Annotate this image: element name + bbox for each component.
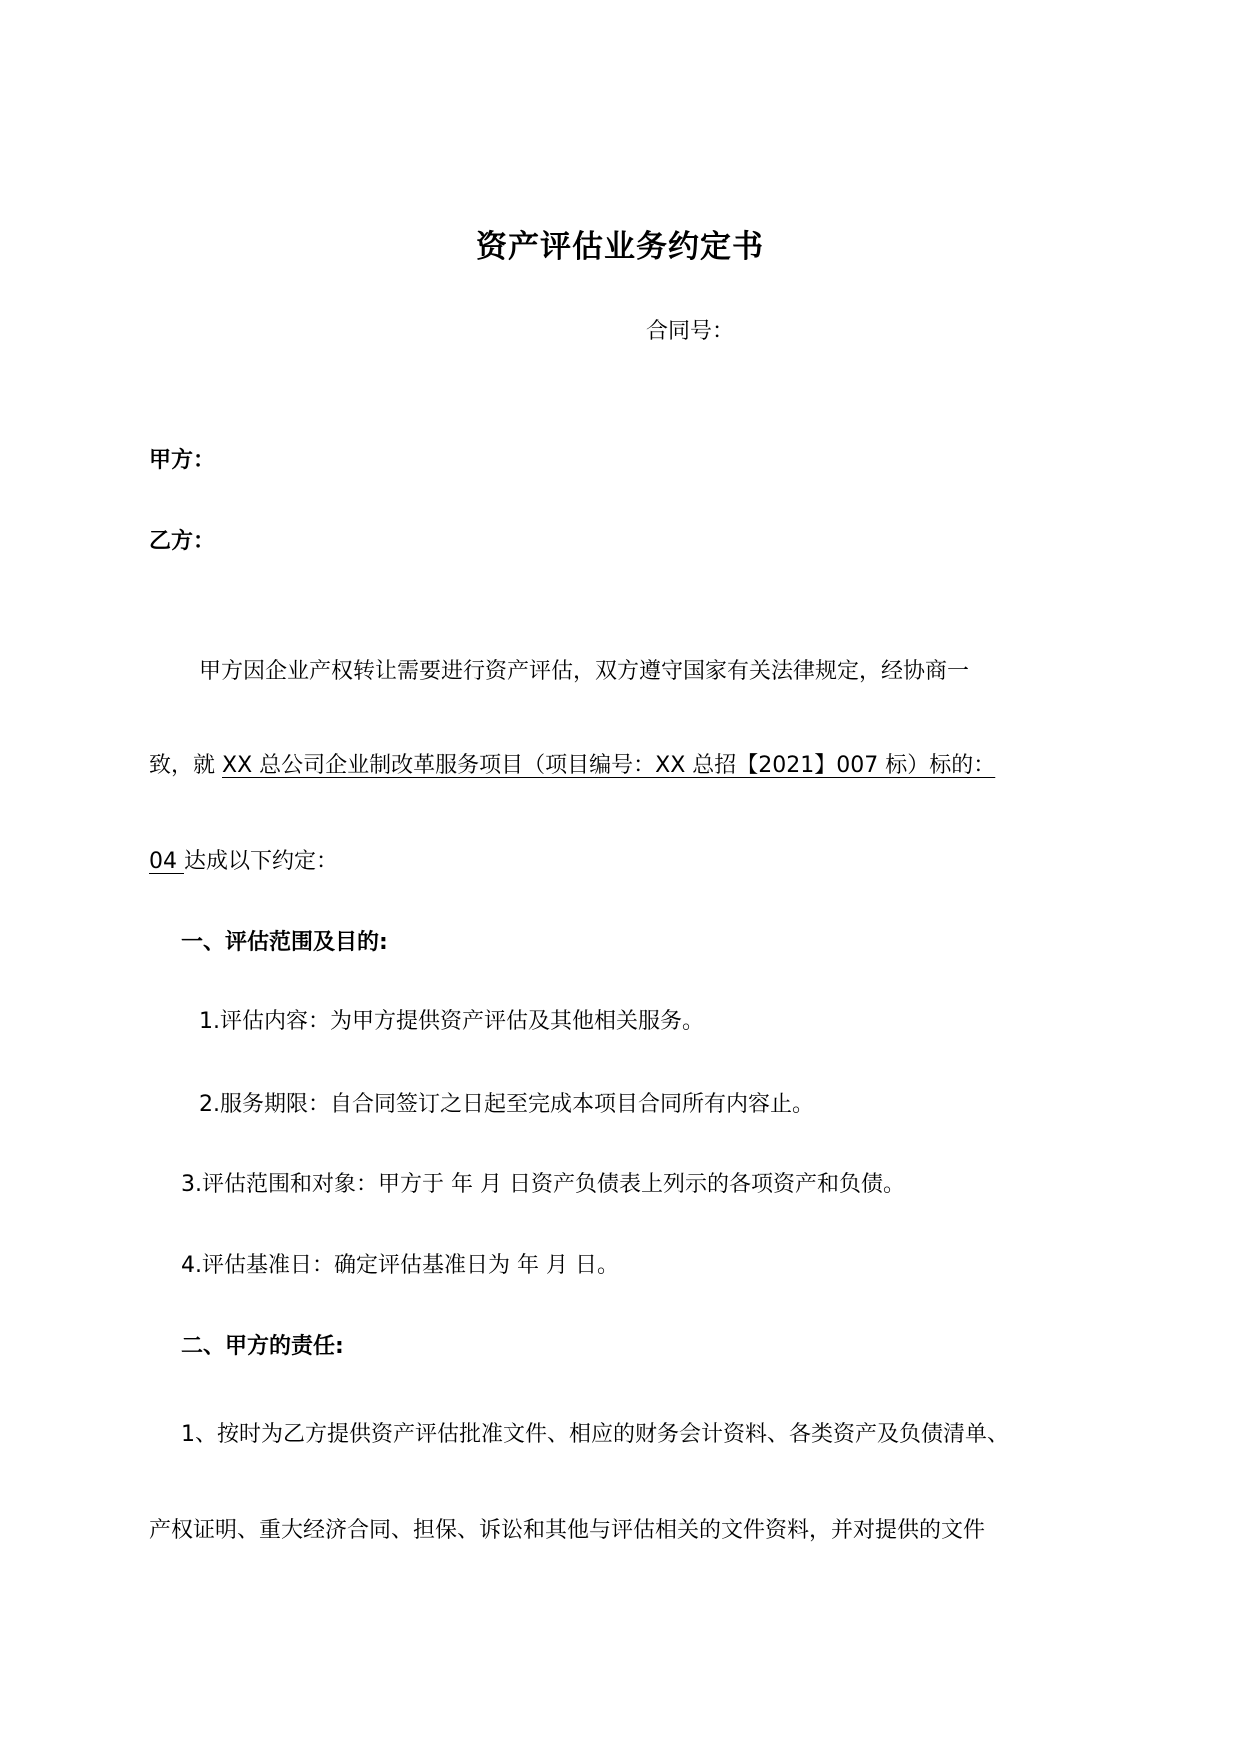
section-1-item-2: 2.服务期限：自合同签订之日起至完成本项目合同所有内容止。 <box>199 1092 814 1117</box>
section-1-item-1: 1.评估内容：为甲方提供资产评估及其他相关服务。 <box>199 1009 704 1034</box>
intro-line-2 <box>149 751 995 781</box>
section-1-heading: 一、评估范围及目的: <box>181 930 388 955</box>
intro-line-1: 甲方因企业产权转让需要进行资产评估，双方遵守国家有关法律规定，经协商一 <box>199 659 970 684</box>
party-a-label: 甲方： <box>149 448 216 473</box>
document-title: 资产评估业务约定书 <box>476 229 764 265</box>
contract-number-label: 合同号： <box>646 319 735 344</box>
section-1-item-4: 4.评估基准日：确定评估基准日为 年 月 日。 <box>181 1253 619 1278</box>
intro-line-3 <box>149 847 338 877</box>
lot-number: 04 <box>149 849 184 874</box>
section-1-item-3: 3.评估范围和对象：甲方于 年 月 日资产负债表上列示的各项资产和负债。 <box>181 1172 905 1197</box>
intro-line-3-suffix: 达成以下约定： <box>184 849 339 874</box>
section-2-item-1-line-2: 产权证明、重大经济合同、担保、诉讼和其他与评估相关的文件资料，并对提供的文件 <box>149 1518 986 1543</box>
party-b-label: 乙方： <box>149 529 216 554</box>
project-reference: XX 总公司企业制改革服务项目（项目编号：XX 总招【2021】007 标）标的： <box>222 753 996 778</box>
section-2-item-1-line-1: 1、按时为乙方提供资产评估批准文件、相应的财务会计资料、各类资产及负债清单、 <box>181 1422 1009 1447</box>
section-2-heading: 二、甲方的责任: <box>181 1334 344 1359</box>
intro-line-2-prefix: 致，就 <box>149 753 222 778</box>
